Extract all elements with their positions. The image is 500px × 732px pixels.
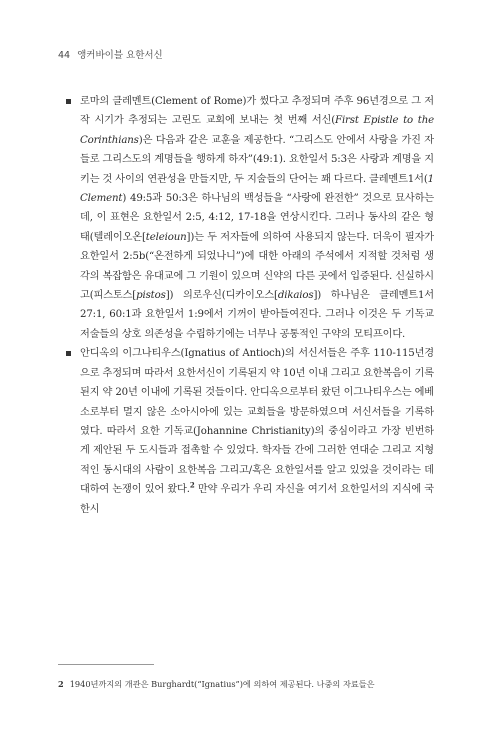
italic-term: First Epistle to the Corinthians	[80, 115, 434, 146]
footnote-text: 1940년까지의 개관은 Burghardt(“Ignatius”)에 의하여 제공된다. 나중의 자료들은	[69, 679, 375, 689]
text-run: )은 다음과 같은 교훈을 제공한다. “그리스도 안에서 사랑을 가진 자들로 그리스도의 계명들을 행하게 하자”(49:1). 요한일서 5:3은 사랑과 계명을 지키는 것 사이의 연관성을 만들지만, 두 지술들의 단어는 꽤 다르다. 클레멘트1서(	[80, 134, 434, 185]
text-run: ])는 두 저자들에 의하여 사용되지 않는다. 더욱이 필자가 요한일서 2:5b(“온전하게 되었나니”)에 대한 아래의 주석에서 지적할 것처럼 생각의 복잡함은 유대교에 그 기원이 있으며 신약의 다른 곳에서 입증된다. 신실하시고(피스토스[	[80, 231, 434, 302]
footnote-ref: 2	[189, 480, 195, 490]
footnote-number: 2	[58, 679, 64, 689]
running-header	[58, 47, 163, 61]
text-run: ]) 하나님은 클레멘트1서 27:1, 60:1과 요한일서 1:9에서 기꺼이 받아들여진다. 그러나 이것은 두 기독교 저술들의 상호 의존성을 수립하기에는 너무나 공통적인 구약의 모티프이다.	[80, 290, 434, 340]
text-run: ) 49:5과 50:3은 하나님의 백성들을 “사랑에 완전한” 것으로 묘사하는데, 이 표현은 요한일서 2:5, 4:12, 17-18을 연상시킨다. 그러나 동사의 같은 형태(텔레이오온[	[80, 193, 434, 243]
footnote	[58, 678, 443, 690]
text-run: 만약 우리가 우리 자신을 여기서 요한일서의 지식에 국한시	[80, 484, 434, 515]
bullet-paragraph-ignatius	[66, 344, 434, 519]
square-bullet-icon	[66, 99, 71, 104]
italic-term: teleioun	[145, 231, 187, 243]
running-title: 앵커바이블 요한서신	[77, 50, 163, 61]
italic-term: dikaios	[277, 290, 314, 302]
text-run: 안디옥의 이그나티우스(Ignatius of Antioch)의 서신서들은 주후 110-115년경으로 추정되며 따라서 요한서신이 기록된지 약 10년 이내 그리고 요한복음이 기록된지 약 20년 이내에 기록된 것들이다. 안디옥으로부터 왔던 이그나티우스는 에베소로부터 멀지 않은 소아시아에 있는 교회들을 방문하였으며 서신서들을 기록하였다. 따라서 요한 기독교(Johannine Christianity)의 중심이라고 가장 빈번하게 제안된 두 도시들과 접촉할 수 있었다. 학자들 간에 그러한 연대순 그리고 지형적인 동시대의 사람이 요한복음 그리고/혹은 요한일서를 알고 있었을 것이라는 데 대하여 논쟁이 있어 왔다.	[80, 348, 434, 496]
italic-term: 1 Clement	[80, 173, 434, 205]
page-number: 44	[58, 50, 71, 61]
text-run: 로마의 클레멘트(Clement of Rome)가 썼다고 추정되며 주후 96년경으로 그 저작 시기가 추정되는 고린도 교회에 보내는 첫 번째 서신(	[80, 96, 434, 127]
italic-term: pistos	[136, 290, 166, 302]
bullet-paragraph-clement	[66, 92, 434, 344]
body-text	[66, 92, 434, 519]
square-bullet-icon	[66, 351, 71, 356]
text-run: ]) 의로우신(디카이오스[	[165, 290, 278, 302]
footnote-divider	[58, 664, 154, 665]
